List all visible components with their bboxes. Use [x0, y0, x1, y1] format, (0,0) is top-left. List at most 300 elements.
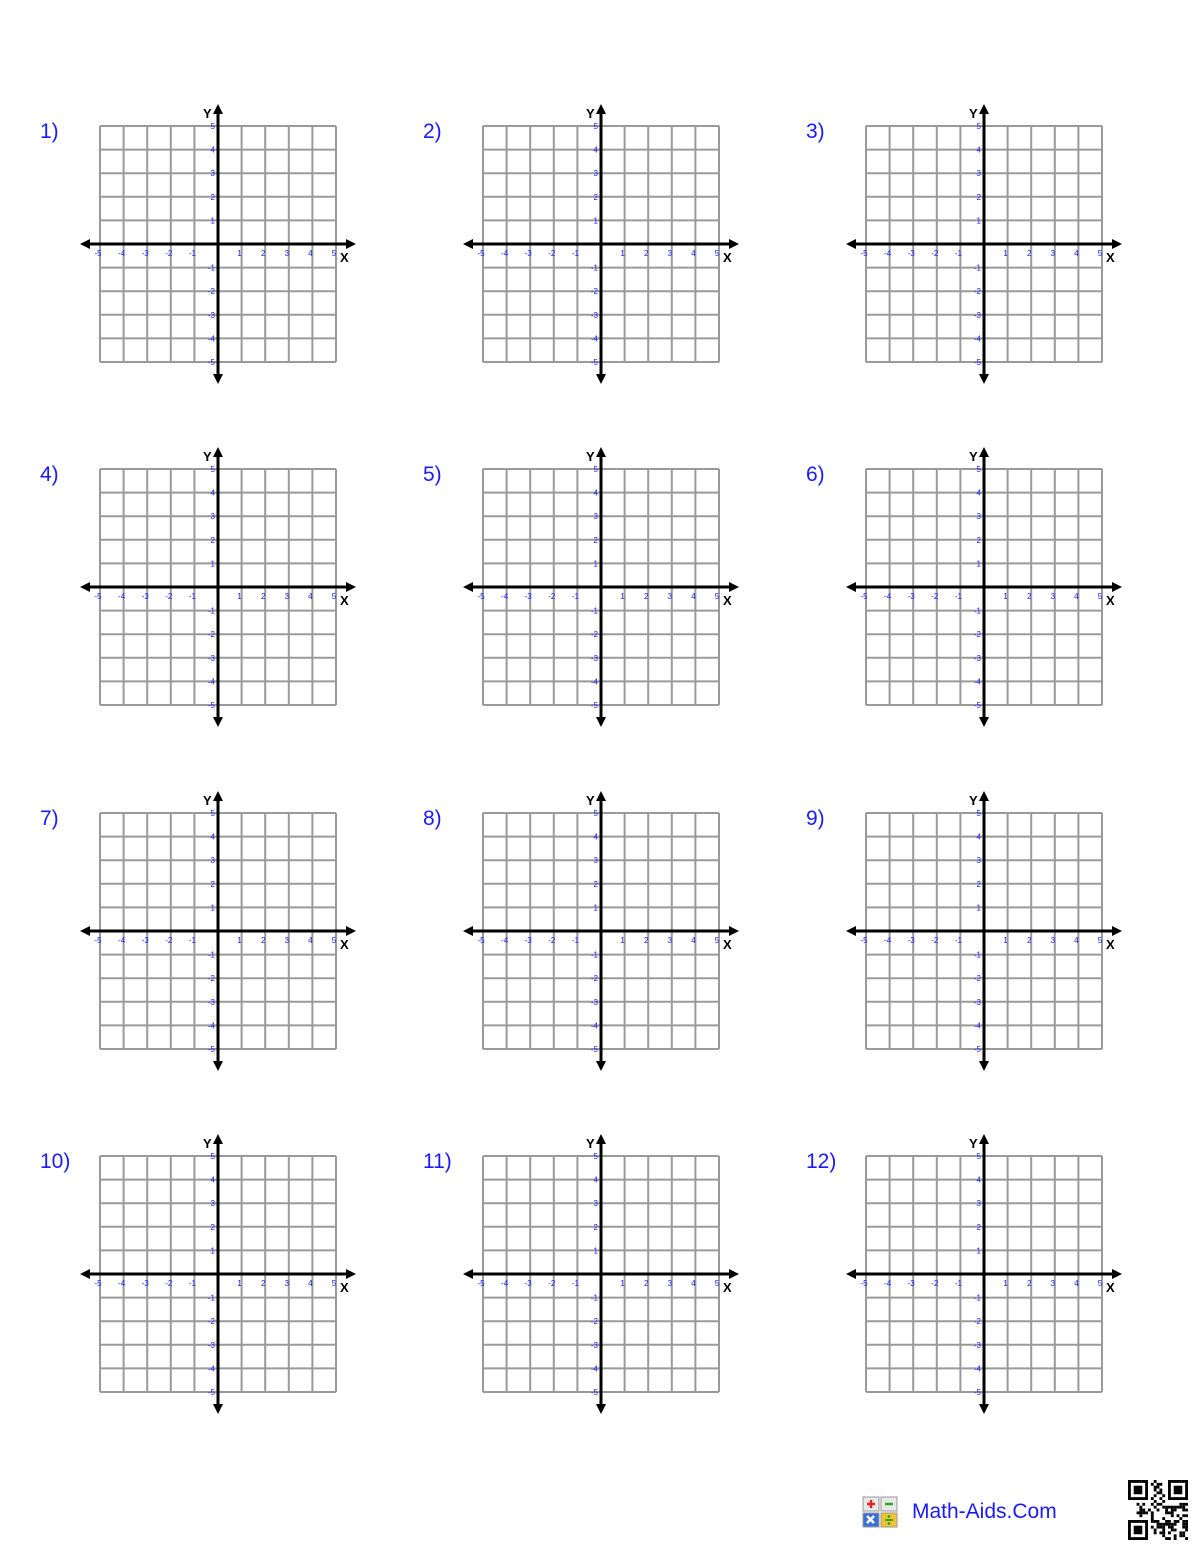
y-tick-label: -5 — [973, 701, 981, 710]
x-axis-arrow-right-icon — [729, 239, 739, 249]
y-axis-arrow-down-icon — [213, 1404, 223, 1414]
x-tick-label: -2 — [165, 1279, 173, 1288]
y-tick-label: -4 — [207, 1364, 215, 1374]
x-tick-label: -1 — [188, 592, 196, 601]
x-axis-label: X — [723, 1280, 732, 1295]
x-tick-label: -4 — [884, 936, 892, 945]
x-tick-label: -3 — [907, 592, 915, 601]
y-axis-arrow-down-icon — [596, 1061, 606, 1071]
y-tick-label: 4 — [976, 488, 981, 498]
y-axis-arrow-down-icon — [979, 374, 989, 384]
x-tick-label: -2 — [548, 592, 556, 601]
x-axis-label: X — [1106, 593, 1115, 608]
x-axis-label: X — [340, 250, 349, 265]
x-tick-label: 5 — [331, 592, 337, 601]
x-tick-label: 1 — [1003, 592, 1008, 601]
x-tick-label: -4 — [501, 592, 509, 601]
y-axis-arrow-down-icon — [213, 717, 223, 727]
x-tick-label: -2 — [548, 1279, 556, 1288]
y-tick-label: 1 — [210, 1246, 215, 1256]
y-axis-arrow-up-icon — [979, 447, 989, 457]
y-tick-label: -1 — [590, 1293, 598, 1303]
y-tick-label: -5 — [973, 1388, 981, 1397]
coordinate-grid — [76, 102, 372, 402]
x-tick-label: 2 — [1026, 592, 1032, 601]
x-tick-label: -3 — [524, 1279, 532, 1288]
y-tick-label: -2 — [207, 1317, 215, 1327]
y-tick-label: -1 — [207, 606, 215, 616]
y-tick-label: -4 — [590, 334, 598, 344]
y-tick-label: -3 — [590, 310, 598, 320]
y-tick-label: -4 — [973, 677, 981, 687]
x-tick-label: -4 — [884, 1279, 892, 1288]
x-tick-label: -2 — [931, 592, 939, 601]
problem-7 — [40, 789, 420, 1089]
y-tick-label: 3 — [976, 512, 981, 522]
x-tick-label: -1 — [571, 592, 579, 601]
y-tick-label: -1 — [590, 263, 598, 273]
coordinate-grid — [842, 445, 1138, 745]
problem-number: 1) — [40, 120, 59, 143]
y-axis-label: Y — [969, 449, 978, 464]
y-tick-label: -2 — [207, 630, 215, 640]
problem-5 — [423, 445, 803, 745]
y-tick-label: -3 — [590, 1340, 598, 1350]
y-tick-label: 1 — [976, 216, 981, 226]
y-tick-label: 1 — [210, 903, 215, 913]
problem-12 — [806, 1132, 1186, 1432]
x-tick-label: -2 — [931, 1279, 939, 1288]
y-tick-label: -5 — [973, 358, 981, 367]
x-tick-label: 5 — [714, 249, 720, 258]
y-tick-label: -2 — [590, 974, 598, 984]
problem-number: 12) — [806, 1150, 837, 1173]
x-axis-arrow-left-icon — [846, 582, 856, 592]
x-axis-arrow-right-icon — [1112, 239, 1122, 249]
x-tick-label: -3 — [524, 936, 532, 945]
y-tick-label: 2 — [976, 1222, 981, 1232]
x-tick-label: -5 — [94, 936, 102, 945]
y-tick-label: 2 — [976, 192, 981, 202]
x-axis-label: X — [1106, 1280, 1115, 1295]
y-tick-label: 2 — [976, 535, 981, 545]
coordinate-grid — [842, 102, 1138, 402]
y-tick-label: 1 — [976, 903, 981, 913]
y-tick-label: 1 — [593, 559, 598, 569]
x-tick-label: -4 — [118, 936, 126, 945]
x-axis-arrow-left-icon — [846, 1269, 856, 1279]
y-tick-label: -3 — [590, 997, 598, 1007]
coordinate-grid — [459, 1132, 755, 1432]
y-tick-label: -2 — [973, 287, 981, 297]
y-tick-label: 4 — [210, 145, 215, 155]
y-tick-label: -2 — [973, 974, 981, 984]
y-tick-label: -4 — [590, 1021, 598, 1031]
y-tick-label: 3 — [593, 512, 598, 522]
y-tick-label: -3 — [207, 1340, 215, 1350]
y-tick-label: -2 — [973, 1317, 981, 1327]
y-tick-label: 3 — [210, 1199, 215, 1209]
y-axis-label: Y — [203, 449, 212, 464]
x-tick-label: 5 — [331, 249, 337, 258]
x-tick-label: 2 — [643, 249, 649, 258]
x-tick-label: -5 — [477, 592, 485, 601]
x-tick-label: 3 — [284, 1279, 290, 1288]
y-axis-arrow-up-icon — [213, 104, 223, 114]
y-tick-label: 4 — [210, 1175, 215, 1185]
y-tick-label: 1 — [210, 559, 215, 569]
x-axis-label: X — [723, 250, 732, 265]
x-tick-label: 3 — [667, 249, 673, 258]
y-axis-label: Y — [969, 793, 978, 808]
x-tick-label: 5 — [1097, 936, 1103, 945]
coordinate-grid — [459, 102, 755, 402]
y-axis-arrow-down-icon — [596, 1404, 606, 1414]
y-tick-label: 2 — [210, 879, 215, 889]
y-tick-label: -2 — [590, 1317, 598, 1327]
problem-1 — [40, 102, 420, 402]
x-tick-label: 5 — [1097, 592, 1103, 601]
x-tick-label: 1 — [620, 592, 625, 601]
x-tick-label: 2 — [643, 592, 649, 601]
x-tick-label: 3 — [1050, 1279, 1056, 1288]
y-tick-label: 5 — [976, 1152, 981, 1161]
y-tick-label: 1 — [593, 1246, 598, 1256]
x-tick-label: -4 — [884, 249, 892, 258]
x-axis-arrow-left-icon — [463, 239, 473, 249]
y-tick-label: -3 — [973, 1340, 981, 1350]
y-tick-label: 4 — [593, 145, 598, 155]
x-axis-label: X — [723, 593, 732, 608]
y-axis-arrow-down-icon — [979, 1061, 989, 1071]
y-tick-label: 5 — [210, 809, 215, 818]
y-tick-label: 3 — [593, 1199, 598, 1209]
x-axis-arrow-right-icon — [1112, 1269, 1122, 1279]
x-tick-label: -3 — [907, 1279, 915, 1288]
y-axis-arrow-down-icon — [596, 717, 606, 727]
y-tick-label: -3 — [590, 653, 598, 663]
x-tick-label: 1 — [237, 592, 242, 601]
x-axis-arrow-left-icon — [846, 239, 856, 249]
y-tick-label: 1 — [210, 216, 215, 226]
y-tick-label: 3 — [210, 512, 215, 522]
y-tick-label: 1 — [976, 1246, 981, 1256]
y-tick-label: 2 — [593, 879, 598, 889]
y-axis-arrow-up-icon — [596, 791, 606, 801]
x-axis-label: X — [340, 937, 349, 952]
y-axis-arrow-down-icon — [979, 717, 989, 727]
problem-number: 3) — [806, 120, 825, 143]
problem-11 — [423, 1132, 803, 1432]
problem-number: 8) — [423, 807, 442, 830]
x-axis-arrow-right-icon — [346, 582, 356, 592]
x-tick-label: 4 — [1074, 936, 1079, 945]
y-axis-arrow-up-icon — [596, 104, 606, 114]
x-tick-label: -3 — [524, 249, 532, 258]
y-tick-label: 5 — [210, 1152, 215, 1161]
x-tick-label: -4 — [118, 1279, 126, 1288]
y-tick-label: 2 — [210, 1222, 215, 1232]
y-tick-label: -4 — [973, 334, 981, 344]
x-tick-label: -2 — [931, 936, 939, 945]
x-tick-label: -3 — [907, 936, 915, 945]
x-tick-label: 1 — [1003, 936, 1008, 945]
coordinate-grid — [76, 445, 372, 745]
x-tick-label: -2 — [548, 249, 556, 258]
x-tick-label: -1 — [571, 249, 579, 258]
y-axis-arrow-up-icon — [213, 791, 223, 801]
problem-number: 4) — [40, 463, 59, 486]
y-axis-arrow-up-icon — [596, 1134, 606, 1144]
x-tick-label: 4 — [1074, 592, 1079, 601]
y-axis-arrow-up-icon — [596, 447, 606, 457]
x-tick-label: 2 — [1026, 936, 1032, 945]
x-tick-label: 5 — [1097, 1279, 1103, 1288]
x-tick-label: 2 — [643, 1279, 649, 1288]
problem-number: 10) — [40, 1150, 71, 1173]
x-tick-label: -2 — [931, 249, 939, 258]
math-aids-logo-icon — [862, 1496, 898, 1528]
x-axis-arrow-right-icon — [729, 582, 739, 592]
x-tick-label: 3 — [667, 936, 673, 945]
x-tick-label: 3 — [667, 592, 673, 601]
x-tick-label: 1 — [620, 936, 625, 945]
y-axis-arrow-up-icon — [213, 447, 223, 457]
x-tick-label: 1 — [237, 249, 242, 258]
x-tick-label: -2 — [165, 249, 173, 258]
coordinate-grid — [842, 1132, 1138, 1432]
x-tick-label: -3 — [141, 1279, 149, 1288]
x-tick-label: 3 — [284, 249, 290, 258]
y-tick-label: -2 — [973, 630, 981, 640]
y-tick-label: 3 — [976, 856, 981, 866]
x-tick-label: 3 — [1050, 936, 1056, 945]
y-tick-label: -1 — [973, 263, 981, 273]
x-axis-label: X — [723, 937, 732, 952]
y-axis-label: Y — [203, 1136, 212, 1151]
y-tick-label: -4 — [207, 677, 215, 687]
y-tick-label: -1 — [207, 950, 215, 960]
x-tick-label: 1 — [1003, 1279, 1008, 1288]
x-tick-label: 4 — [308, 1279, 313, 1288]
y-tick-label: 3 — [976, 1199, 981, 1209]
y-tick-label: -1 — [590, 950, 598, 960]
x-tick-label: 2 — [643, 936, 649, 945]
x-tick-label: 2 — [260, 249, 266, 258]
y-tick-label: -1 — [207, 1293, 215, 1303]
x-tick-label: -1 — [954, 936, 962, 945]
y-tick-label: -5 — [207, 1045, 215, 1054]
y-tick-label: 5 — [210, 465, 215, 474]
problem-number: 11) — [423, 1150, 452, 1173]
y-axis-label: Y — [586, 793, 595, 808]
x-axis-arrow-right-icon — [346, 1269, 356, 1279]
y-tick-label: 5 — [593, 1152, 598, 1161]
y-tick-label: 2 — [976, 879, 981, 889]
y-tick-label: 5 — [593, 465, 598, 474]
y-tick-label: 5 — [976, 809, 981, 818]
x-axis-arrow-left-icon — [80, 582, 90, 592]
y-tick-label: -1 — [973, 606, 981, 616]
y-tick-label: 2 — [210, 535, 215, 545]
x-tick-label: 4 — [308, 936, 313, 945]
x-tick-label: -2 — [548, 936, 556, 945]
y-tick-label: -3 — [973, 653, 981, 663]
y-tick-label: 3 — [210, 856, 215, 866]
y-axis-label: Y — [586, 449, 595, 464]
problem-3 — [806, 102, 1186, 402]
x-tick-label: 2 — [260, 592, 266, 601]
y-tick-label: 4 — [976, 1175, 981, 1185]
x-tick-label: 2 — [1026, 249, 1032, 258]
problem-10 — [40, 1132, 420, 1432]
x-tick-label: -4 — [884, 592, 892, 601]
coordinate-grid — [459, 445, 755, 745]
y-tick-label: 3 — [210, 169, 215, 179]
x-axis-label: X — [340, 593, 349, 608]
x-tick-label: -5 — [477, 936, 485, 945]
x-tick-label: -5 — [860, 1279, 868, 1288]
problem-number: 7) — [40, 807, 59, 830]
y-tick-label: -5 — [590, 1045, 598, 1054]
x-tick-label: -4 — [118, 592, 126, 601]
x-axis-arrow-left-icon — [80, 926, 90, 936]
y-axis-arrow-up-icon — [979, 791, 989, 801]
x-tick-label: 3 — [1050, 592, 1056, 601]
y-tick-label: -5 — [207, 1388, 215, 1397]
y-tick-label: 4 — [210, 832, 215, 842]
y-tick-label: -4 — [207, 334, 215, 344]
problem-2 — [423, 102, 803, 402]
y-axis-label: Y — [203, 106, 212, 121]
y-tick-label: 3 — [593, 169, 598, 179]
y-tick-label: -3 — [207, 997, 215, 1007]
y-axis-arrow-down-icon — [213, 1061, 223, 1071]
y-tick-label: -1 — [973, 1293, 981, 1303]
y-tick-label: 5 — [210, 122, 215, 131]
x-axis-arrow-left-icon — [463, 1269, 473, 1279]
x-tick-label: 3 — [1050, 249, 1056, 258]
y-axis-arrow-down-icon — [596, 374, 606, 384]
x-axis-arrow-right-icon — [729, 1269, 739, 1279]
x-tick-label: 4 — [308, 592, 313, 601]
x-tick-label: -1 — [954, 249, 962, 258]
y-tick-label: -3 — [207, 310, 215, 320]
x-tick-label: 4 — [691, 249, 696, 258]
y-tick-label: -2 — [207, 287, 215, 297]
x-axis-arrow-left-icon — [80, 1269, 90, 1279]
x-tick-label: -5 — [477, 249, 485, 258]
y-tick-label: 5 — [593, 809, 598, 818]
problem-number: 5) — [423, 463, 442, 486]
y-tick-label: 3 — [593, 856, 598, 866]
x-tick-label: -5 — [94, 592, 102, 601]
coordinate-grid — [459, 789, 755, 1089]
problem-number: 9) — [806, 807, 825, 830]
problem-4 — [40, 445, 420, 745]
x-tick-label: 5 — [714, 592, 720, 601]
y-tick-label: 5 — [976, 465, 981, 474]
x-tick-label: 1 — [620, 1279, 625, 1288]
y-tick-label: 5 — [593, 122, 598, 131]
x-tick-label: 4 — [308, 249, 313, 258]
y-tick-label: -4 — [590, 1364, 598, 1374]
x-tick-label: 2 — [260, 936, 266, 945]
y-tick-label: 4 — [210, 488, 215, 498]
y-axis-arrow-down-icon — [213, 374, 223, 384]
x-tick-label: -5 — [860, 936, 868, 945]
problem-number: 2) — [423, 120, 442, 143]
x-tick-label: 5 — [331, 936, 337, 945]
y-axis-arrow-up-icon — [979, 1134, 989, 1144]
x-axis-arrow-right-icon — [729, 926, 739, 936]
y-tick-label: 1 — [593, 216, 598, 226]
y-axis-label: Y — [586, 1136, 595, 1151]
y-tick-label: 3 — [976, 169, 981, 179]
x-tick-label: 1 — [237, 1279, 242, 1288]
y-tick-label: -5 — [207, 701, 215, 710]
x-tick-label: 1 — [237, 936, 242, 945]
y-tick-label: -4 — [590, 677, 598, 687]
y-tick-label: -4 — [973, 1021, 981, 1031]
x-tick-label: 4 — [1074, 1279, 1079, 1288]
y-tick-label: 2 — [593, 192, 598, 202]
x-tick-label: -5 — [860, 249, 868, 258]
y-axis-label: Y — [969, 106, 978, 121]
x-tick-label: 5 — [714, 936, 720, 945]
y-axis-label: Y — [969, 1136, 978, 1151]
x-axis-arrow-right-icon — [346, 926, 356, 936]
y-tick-label: -5 — [590, 701, 598, 710]
x-tick-label: -3 — [141, 592, 149, 601]
y-axis-arrow-down-icon — [979, 1404, 989, 1414]
y-tick-label: 4 — [976, 832, 981, 842]
y-tick-label: -3 — [973, 997, 981, 1007]
x-axis-label: X — [1106, 250, 1115, 265]
x-axis-arrow-left-icon — [463, 926, 473, 936]
x-tick-label: -3 — [141, 936, 149, 945]
y-tick-label: 4 — [593, 832, 598, 842]
y-tick-label: -5 — [973, 1045, 981, 1054]
x-tick-label: 4 — [691, 592, 696, 601]
x-tick-label: 2 — [1026, 1279, 1032, 1288]
x-tick-label: 1 — [620, 249, 625, 258]
y-tick-label: 1 — [593, 903, 598, 913]
x-tick-label: 5 — [714, 1279, 720, 1288]
x-tick-label: -2 — [165, 936, 173, 945]
x-tick-label: -3 — [524, 592, 532, 601]
x-tick-label: -4 — [501, 936, 509, 945]
y-tick-label: -5 — [207, 358, 215, 367]
x-tick-label: -2 — [165, 592, 173, 601]
y-axis-label: Y — [586, 106, 595, 121]
footer-site-name[interactable]: Math-Aids.Com — [912, 1500, 1057, 1523]
y-tick-label: -3 — [207, 653, 215, 663]
x-tick-label: -1 — [188, 1279, 196, 1288]
problem-8 — [423, 789, 803, 1089]
coordinate-grid — [842, 789, 1138, 1089]
y-tick-label: -3 — [973, 310, 981, 320]
y-tick-label: -4 — [973, 1364, 981, 1374]
x-tick-label: -5 — [94, 249, 102, 258]
x-tick-label: -3 — [907, 249, 915, 258]
x-tick-label: -4 — [501, 249, 509, 258]
y-tick-label: -4 — [207, 1021, 215, 1031]
x-axis-arrow-left-icon — [463, 582, 473, 592]
x-tick-label: -5 — [860, 592, 868, 601]
y-tick-label: -5 — [590, 1388, 598, 1397]
y-tick-label: -5 — [590, 358, 598, 367]
